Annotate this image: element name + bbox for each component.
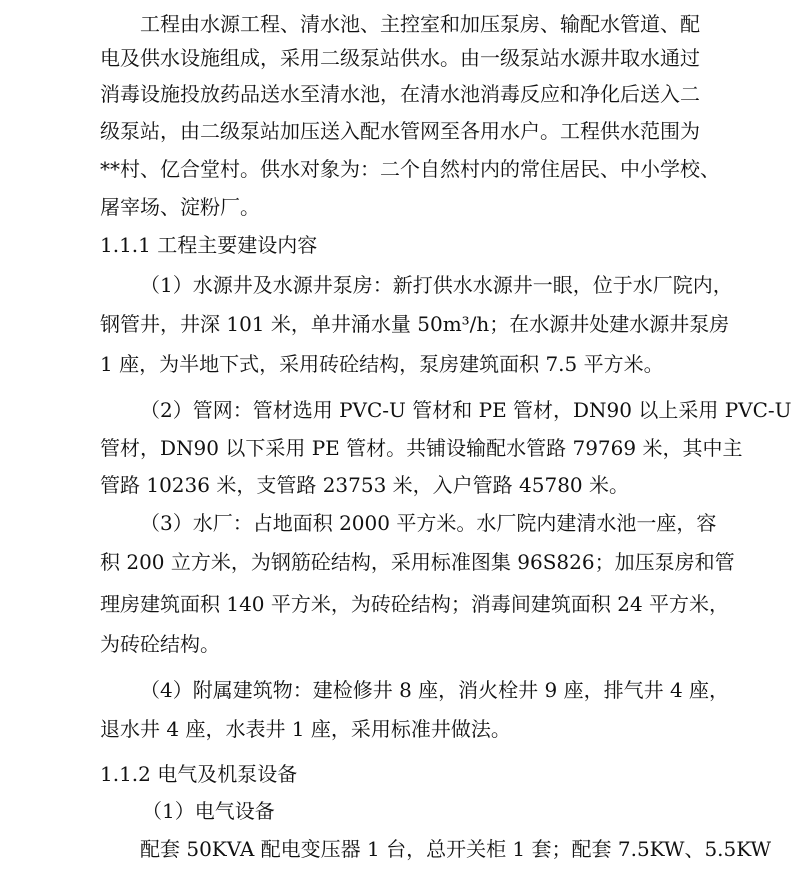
item1-line-2: 钢管井，井深 101 米，单井涌水量 50m³/h；在水源井处建水源井泵房	[100, 312, 730, 336]
item3-line-4: 为砖砼结构。	[100, 632, 220, 656]
item2-line-2: 管材，DN90 以下采用 PE 管材。共铺设输配水管路 79769 米，其中主	[100, 436, 743, 460]
item1-line-1: （1）水源井及水源井泵房：新打供水水源井一眼，位于水厂院内，	[140, 273, 733, 297]
intro-line-5: **村、亿合堂村。供水对象为：二个自然村内的常住居民、中小学校、	[100, 157, 720, 181]
sub-heading-electrical: （1）电气设备	[142, 799, 275, 823]
intro-line-1: 工程由水源工程、清水池、主控室和加压泵房、输配水管道、配	[140, 12, 700, 36]
intro-line-3: 消毒设施投放药品送水至清水池，在清水池消毒反应和净化后送入二	[100, 82, 700, 106]
item2-line-3: 管路 10236 米，支管路 23753 米，入户管路 45780 米。	[100, 473, 630, 497]
item4-line-1: （4）附属建筑物：建检修井 8 座，消火栓井 9 座，排气井 4 座，	[140, 678, 730, 702]
intro-line-2: 电及供水设施组成，采用二级泵站供水。由一级泵站水源井取水通过	[100, 46, 700, 70]
item3-line-2: 积 200 立方米，为钢筋砼结构，采用标准图集 96S826；加压泵房和管	[100, 550, 735, 574]
item2-line-1: （2）管网：管材选用 PVC-U 管材和 PE 管材，DN90 以上采用 PVC-U	[140, 398, 792, 422]
section-heading-1-1-1: 1.1.1 工程主要建设内容	[100, 233, 318, 257]
electrical-para-line-1: 配套 50KVA 配电变压器 1 台，总开关柜 1 套；配套 7.5KW、5.5KW	[140, 837, 772, 861]
intro-line-4: 级泵站，由二级泵站加压送入配水管网至各用水户。工程供水范围为	[100, 119, 700, 143]
item1-line-3: 1 座，为半地下式，采用砖砼结构，泵房建筑面积 7.5 平方米。	[100, 352, 664, 376]
item3-line-1: （3）水厂：占地面积 2000 平方米。水厂院内建清水池一座，容	[140, 511, 717, 535]
item4-line-2: 退水井 4 座，水表井 1 座，采用标准井做法。	[100, 717, 511, 741]
intro-line-6: 屠宰场、淀粉厂。	[100, 195, 260, 219]
item3-line-3: 理房建筑面积 140 平方米，为砖砼结构；消毒间建筑面积 24 平方米，	[100, 592, 730, 616]
section-heading-1-1-2: 1.1.2 电气及机泵设备	[100, 762, 298, 786]
